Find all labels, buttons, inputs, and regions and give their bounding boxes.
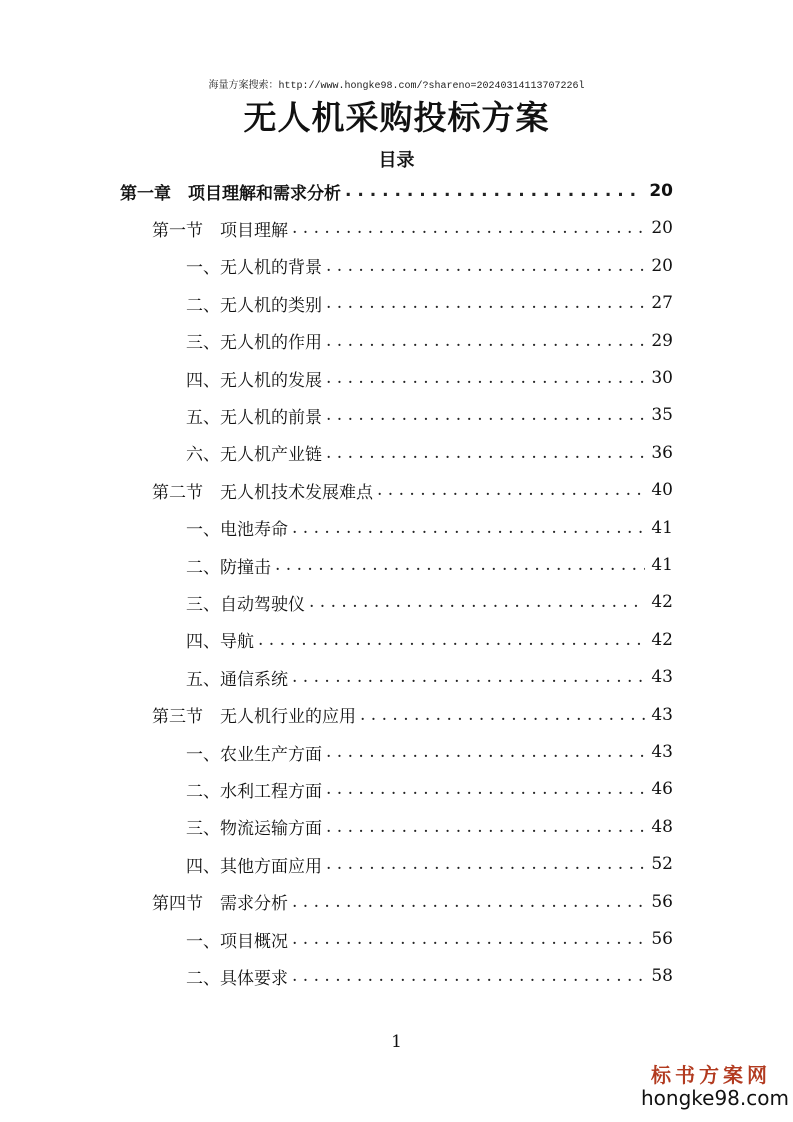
toc-entry[interactable] — [152, 700, 673, 730]
toc-entry-page: 20 — [649, 181, 673, 201]
toc-entry[interactable] — [186, 737, 673, 767]
toc-entry[interactable] — [186, 774, 673, 804]
toc-entry-label: 第一节 项目理解 — [152, 220, 288, 241]
toc-dot-leader — [326, 817, 645, 837]
toc-entry-page: 52 — [651, 854, 673, 875]
toc-entry[interactable] — [186, 400, 673, 430]
toc-heading: 目录 — [378, 150, 415, 171]
toc-entry-page: 42 — [651, 629, 673, 650]
toc-entry-label: 一、项目概况 — [186, 931, 288, 952]
toc-dot-leader — [292, 667, 645, 687]
toc-entry-page: 20 — [651, 255, 673, 276]
toc-entry-page: 30 — [651, 368, 673, 388]
toc-dot-leader — [292, 518, 645, 538]
toc-entry[interactable] — [186, 587, 673, 617]
toc-dot-leader — [360, 705, 645, 725]
toc-entry-label: 二、防撞击 — [186, 557, 271, 578]
toc-entry-page: 56 — [651, 891, 673, 912]
toc-entry-page: 48 — [651, 816, 673, 837]
toc-entry[interactable] — [152, 213, 673, 243]
toc-entry-label: 六、无人机产业链 — [186, 445, 322, 466]
toc-entry-label: 五、无人机的前景 — [186, 407, 322, 428]
toc-entry[interactable] — [152, 887, 673, 917]
toc-entry[interactable] — [186, 251, 673, 281]
toc-entry-page: 43 — [651, 742, 673, 762]
toc-entry-label: 二、水利工程方面 — [186, 781, 322, 802]
toc-dot-leader — [345, 181, 643, 201]
watermark-domain: hongke98.com — [641, 1086, 789, 1110]
document-title: 无人机采购投标方案 — [243, 98, 550, 137]
toc-entry-label: 第二节 无人机技术发展难点 — [152, 482, 373, 503]
page-number: 1 — [391, 1032, 402, 1052]
toc-dot-leader — [275, 555, 645, 575]
toc-entry-page: 43 — [651, 704, 673, 725]
toc-entry-page: 56 — [651, 929, 673, 949]
toc-entry-page: 41 — [651, 555, 673, 575]
toc-entry-page: 46 — [651, 779, 673, 800]
toc-entry-label: 一、无人机的背景 — [186, 258, 322, 279]
toc-entry[interactable] — [152, 475, 673, 505]
toc-entry-label: 一、电池寿命 — [186, 520, 288, 541]
toc-entry-page: 43 — [651, 667, 673, 688]
toc-dot-leader — [309, 592, 645, 612]
toc-entry-label: 二、无人机的类别 — [186, 295, 322, 316]
toc-entry-page: 36 — [651, 442, 673, 463]
toc-entry-page: 42 — [651, 592, 673, 613]
toc-entry-label: 三、无人机的作用 — [186, 333, 322, 354]
toc-dot-leader — [258, 630, 645, 650]
toc-entry-label: 二、具体要求 — [186, 968, 288, 989]
toc-entry-label: 三、自动驾驶仪 — [186, 594, 305, 615]
toc-dot-leader — [326, 779, 645, 799]
toc-entry-page: 58 — [651, 966, 673, 987]
toc-dot-leader — [326, 256, 645, 276]
toc-entry-page: 20 — [651, 218, 673, 239]
toc-entry-page: 40 — [651, 480, 673, 501]
toc-dot-leader — [326, 854, 645, 874]
toc-entry-page: 29 — [651, 330, 673, 351]
toc-entry-page: 41 — [651, 517, 673, 538]
toc-dot-leader — [326, 443, 645, 463]
toc-entry[interactable] — [186, 625, 673, 655]
toc-entry-label: 第四节 需求分析 — [152, 894, 288, 915]
toc-dot-leader — [377, 480, 645, 500]
toc-dot-leader — [326, 742, 645, 762]
toc-entry-label: 四、其他方面应用 — [186, 856, 322, 877]
toc-entry-label: 四、导航 — [186, 632, 254, 653]
toc-entry-label: 第一章 项目理解和需求分析 — [120, 183, 341, 204]
toc-entry[interactable] — [186, 513, 673, 543]
toc-entry[interactable] — [186, 849, 673, 879]
toc-entry[interactable] — [186, 326, 673, 356]
toc-entry[interactable] — [186, 924, 673, 954]
toc-dot-leader — [292, 892, 645, 912]
toc-dot-leader — [292, 929, 645, 949]
toc-entry-label: 三、物流运输方面 — [186, 819, 322, 840]
toc-entry-label: 四、无人机的发展 — [186, 370, 322, 391]
toc-entry-page: 35 — [651, 405, 673, 426]
toc-entry[interactable] — [186, 288, 673, 318]
toc-entry[interactable] — [186, 812, 673, 842]
toc-entry[interactable] — [186, 662, 673, 692]
toc-entry-label: 第三节 无人机行业的应用 — [152, 707, 356, 728]
toc-entry-label: 一、农业生产方面 — [186, 744, 322, 765]
toc-entry-label: 五、通信系统 — [186, 669, 288, 690]
toc-entry[interactable] — [186, 363, 673, 393]
toc-dot-leader — [292, 966, 645, 986]
header-url: 海量方案搜索：http://www.hongke98.com/?shareno=20240314113707226l — [208, 81, 585, 92]
toc-entry-page: 27 — [651, 293, 673, 314]
watermark-chinese: 标书方案网 — [651, 1063, 771, 1087]
toc-entry[interactable] — [186, 550, 673, 580]
toc-entry[interactable] — [120, 176, 673, 206]
toc-dot-leader — [326, 293, 645, 313]
toc-entry[interactable] — [186, 438, 673, 468]
watermark-logo — [641, 1059, 789, 1110]
toc-dot-leader — [326, 331, 645, 351]
toc-entry[interactable] — [186, 961, 673, 991]
toc-dot-leader — [326, 405, 645, 425]
toc-dot-leader — [292, 218, 645, 238]
toc-dot-leader — [326, 368, 645, 388]
